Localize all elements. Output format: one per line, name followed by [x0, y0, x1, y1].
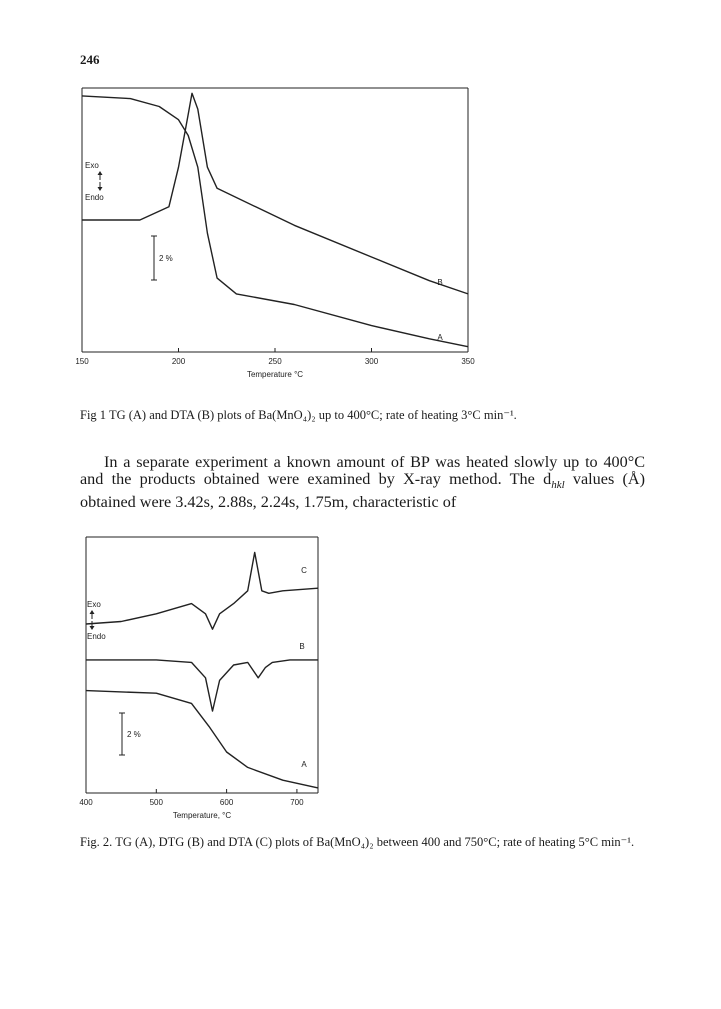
x-tick-label: 600: [219, 798, 234, 807]
endo-label: Endo: [85, 193, 104, 202]
body-paragraph: [80, 454, 645, 511]
figure-2-caption: Fig. 2. TG (A), DTG (B) and DTA (C) plots of Ba(MnO₄)₂ between 400 and 750°C; rate of heating 5°C min⁻¹.: [80, 835, 635, 849]
paragraph-subscript: hkl: [551, 479, 565, 492]
curve-a: [82, 96, 468, 347]
curve-label-a: A: [437, 333, 443, 342]
curve-label-a: A: [301, 760, 307, 769]
x-tick-label: 350: [461, 357, 475, 366]
x-tick-label: 250: [268, 357, 282, 366]
curve-a: [86, 691, 318, 788]
exo-arrow-icon: [98, 171, 103, 175]
x-tick-label: 400: [79, 798, 93, 807]
endo-label: Endo: [87, 632, 106, 641]
scale-bar-label: 2 %: [159, 254, 173, 263]
curve-b: [82, 93, 468, 294]
exo-label: Exo: [85, 161, 99, 170]
paragraph-text: In a separate experiment a known amount of BP was heated slowly up to 400°C and the products obtained were examined by X-ray method. The d: [80, 453, 645, 488]
x-tick-label: 700: [290, 798, 304, 807]
x-axis-label: Temperature °C: [246, 370, 304, 379]
endo-arrow-icon: [98, 187, 103, 191]
curve-c: [86, 552, 318, 629]
figure-1-plot: [60, 70, 500, 400]
figure-1-caption: Fig 1 TG (A) and DTA (B) plots of Ba(MnO₄)₂ up to 400°C; rate of heating 3°C min⁻¹.: [80, 408, 517, 422]
x-tick-label: 150: [75, 357, 89, 366]
exo-arrow-icon: [90, 610, 95, 614]
x-tick-label: 500: [149, 798, 163, 807]
x-tick-label: 300: [364, 357, 379, 366]
page-number: 246: [80, 52, 100, 67]
figure-2: [60, 525, 350, 825]
curve-b: [86, 660, 318, 711]
curve-label-b: B: [437, 278, 443, 287]
paragraph-text-rest: values (Å) obtained were 3.42s, 2.88s, 2.24s, 1.75m, characteristic of: [80, 470, 645, 512]
exo-label: Exo: [87, 600, 101, 609]
curve-label-c: C: [301, 566, 307, 575]
scale-bar-label: 2 %: [127, 730, 141, 739]
x-axis-label: Temperature, °C: [172, 811, 232, 820]
figure-2-plot: [60, 525, 350, 825]
curve-label-b: B: [299, 642, 305, 651]
endo-arrow-icon: [90, 626, 95, 630]
x-tick-label: 200: [171, 357, 186, 366]
figure-1: [60, 70, 500, 400]
